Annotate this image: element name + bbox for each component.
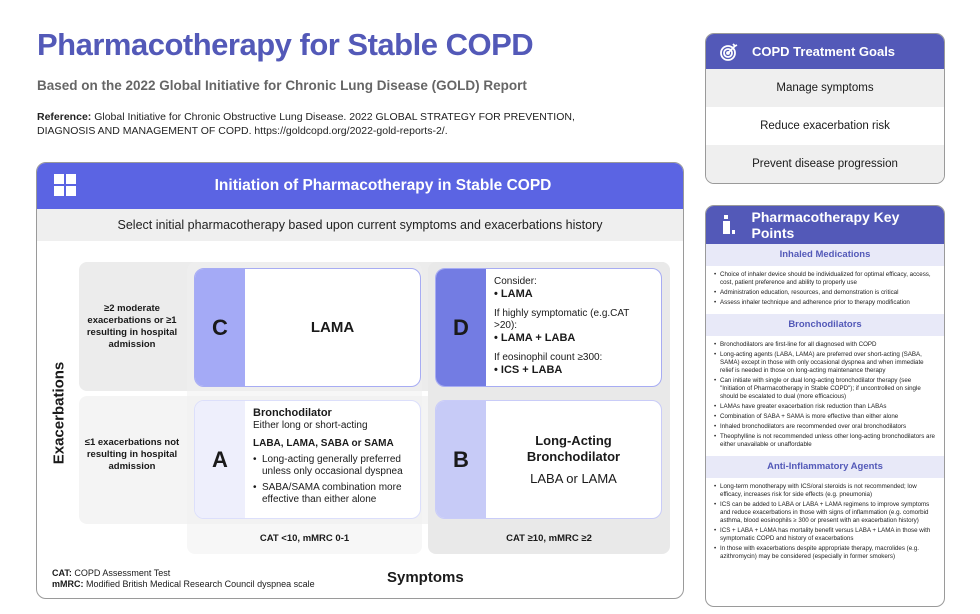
group-a-bullet: • Long-acting generally preferred unless only occasional dyspnea — [253, 454, 412, 479]
group-d-letter: D — [436, 269, 486, 386]
key-point: • Bronchodilators are first-line for all diagnosed with COPD — [714, 341, 936, 349]
section-anti-inflammatory: Anti-Inflammatory Agents — [706, 456, 944, 478]
abbreviation-legend — [52, 568, 315, 590]
group-a-bullet: • SABA/SAMA combination more effective than either alone — [253, 482, 412, 507]
key-point: • In those with exacerbations despite appropriate therapy, macrolides (e.g. azithromycin) may be considered (especially in former smokers) — [714, 545, 936, 561]
target-icon — [706, 42, 752, 62]
anti-inflammatory-list — [706, 478, 944, 568]
initiation-header — [37, 163, 683, 209]
goal-item: Prevent disease progression — [706, 145, 944, 183]
group-a-subheading: Either long or short-acting — [253, 419, 368, 431]
treatment-goals-title: COPD Treatment Goals — [752, 44, 896, 59]
reference — [37, 110, 597, 138]
group-c-cell — [194, 268, 421, 387]
group-b-therapy: LABA or LAMA — [530, 471, 617, 486]
group-d-consider: Consider: — [494, 276, 537, 287]
reference-label: Reference: — [37, 111, 92, 123]
group-c-therapy: LAMA — [310, 319, 355, 336]
section-bronchodilators: Bronchodilators — [706, 314, 944, 336]
group-a-letter: A — [195, 401, 245, 518]
group-a-heading: Bronchodilator — [253, 407, 332, 419]
key-point: • Inhaled bronchodilators are recommended over oral bronchodilators — [714, 423, 936, 431]
key-point: • Combination of SABA + SAMA is more effective than either alone — [714, 413, 936, 421]
group-b-cell — [435, 400, 662, 519]
group-d-option-3: • ICS + LABA — [494, 364, 563, 376]
treatment-goals-card — [705, 33, 945, 184]
group-c-letter: C — [195, 269, 245, 386]
group-a-body — [245, 401, 420, 518]
row-label-low: ≤1 exacerbations not resulting in hospital admission — [84, 437, 180, 472]
group-b-letter: B — [436, 401, 486, 518]
reference-text: Global Initiative for Chronic Obstructive Lung Disease. 2022 GLOBAL STRATEGY FOR PREVENTION, DIAGNOSIS AND MANAGEMENT OF COPD. https://goldcopd.org/2022-gold-reports-2/. — [37, 111, 575, 137]
key-point: • Long-acting agents (LABA, LAMA) are preferred over short-acting (SABA, SAMA) except in those with only occasional dyspnea and when immediate relief is needed in those on long-acting maintenance therapy — [714, 351, 936, 375]
group-d-option-2: • LAMA + LABA — [494, 332, 576, 344]
group-d-cell — [435, 268, 662, 387]
group-a-agents: LABA, LAMA, SABA or SAMA — [253, 438, 394, 449]
mmrc-text: Modified British Medical Research Council dyspnea scale — [86, 579, 315, 589]
y-axis-label: Exacerbations — [50, 361, 68, 465]
key-point: • Choice of inhaler device should be individualized for optimal efficacy, access, cost, patient preference and ability to properly use — [714, 271, 936, 287]
initiation-title: Initiation of Pharmacotherapy in Stable COPD — [214, 177, 552, 194]
key-point: • Long-term monotherapy with ICS/oral steroids is not recommended; low efficacy, increases risk for side effects (e.g. pneumonia) — [714, 483, 936, 499]
goal-item: Reduce exacerbation risk — [760, 120, 890, 132]
group-d-condition-2: If highly symptomatic (e.g.CAT >20): — [494, 308, 630, 331]
group-d-condition-3: If eosinophil count ≥300: — [494, 352, 603, 363]
x-axis-label: Symptoms — [387, 569, 464, 586]
inhaler-icon — [706, 215, 752, 235]
page-title: Pharmacotherapy for Stable COPD — [37, 27, 534, 62]
group-d-body — [486, 269, 661, 386]
treatment-goals-header — [706, 34, 944, 69]
cat-label: CAT: — [52, 568, 72, 578]
section-inhaled-medications: Inhaled Medications — [706, 244, 944, 266]
key-point: • ICS can be added to LABA or LABA + LAMA regimens to improve symptoms and reduce exacerbations in those with signs of inflammation (e.g. comorbid asthma, blood eosinophils ≥ 300 or present with an exacerbation history) — [714, 501, 936, 525]
group-d-option-1: • LAMA — [494, 288, 533, 300]
column-label-high: CAT ≥10, mMRC ≥2 — [506, 533, 592, 544]
group-b-heading: Long-Acting Bronchodilator — [526, 433, 621, 464]
initiation-card — [36, 162, 684, 599]
key-points-title: Pharmacotherapy Key Points — [751, 209, 900, 241]
key-point: • Theophylline is not recommended unless other long-acting bronchodilators are either unavailable or unaffordable — [714, 433, 936, 449]
key-point: • ICS + LABA + LAMA has mortality benefit versus LABA + LAMA in those with symptomatic COPD and history of exacerbations — [714, 527, 936, 543]
key-points-card — [705, 205, 945, 607]
key-point: • Administration education, resources, and demonstration is critical — [714, 289, 936, 297]
bronchodilators-list — [706, 336, 944, 456]
page-subtitle: Based on the 2022 Global Initiative for Chronic Lung Disease (GOLD) Report — [37, 78, 527, 93]
initiation-instruction: Select initial pharmacotherapy based upon current symptoms and exacerbations history — [37, 209, 683, 241]
grid-icon — [54, 174, 76, 196]
mmrc-label: mMRC: — [52, 579, 84, 589]
cat-text: COPD Assessment Test — [74, 568, 171, 578]
goal-item: Manage symptoms — [706, 69, 944, 107]
key-points-header — [706, 206, 944, 244]
key-point: • Assess inhaler technique and adherence prior to therapy modification — [714, 299, 936, 307]
row-label-high: ≥2 moderate exacerbations or ≥1 resulting in hospital admission — [86, 303, 178, 350]
inhaled-medications-list — [706, 266, 944, 314]
group-a-cell — [194, 400, 421, 519]
column-label-low: CAT <10, mMRC 0-1 — [259, 533, 350, 544]
key-point: • Can initiate with single or dual long-acting bronchodilator therapy (see "Initiation of Pharmacotherapy in Stable COPD"); if uncontrolled on single should be escalated to dual (more efficacious) — [714, 377, 936, 401]
key-point: • LAMAs have greater exacerbation risk reduction than LABAs — [714, 403, 936, 411]
group-b-body — [486, 401, 661, 518]
